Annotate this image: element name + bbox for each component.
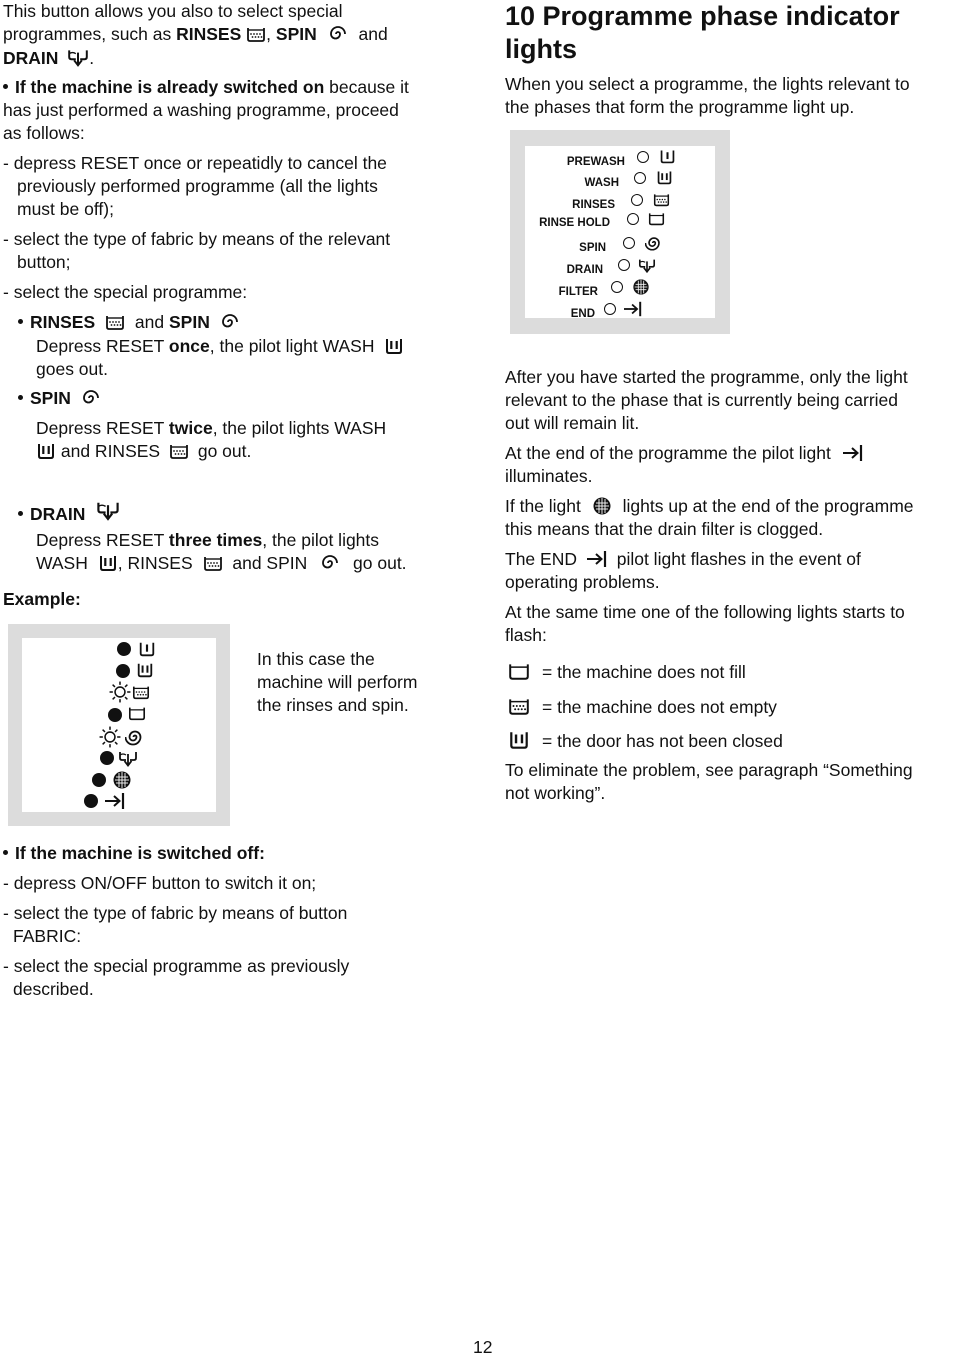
prewash-icon [138,640,156,658]
bullet [3,850,8,855]
off-step2-line-2: FABRIC: [13,926,82,946]
flash-item-door-open: = the door has not been closed [508,729,783,754]
light-off-icon [637,151,649,163]
step2-line-1: - select the type of fabric by means of the relevant [3,229,391,249]
filter-icon [632,278,650,296]
spin-icon [125,727,145,747]
light-flashing-icon [109,681,131,703]
intro-line-3: DRAIN . [3,48,95,68]
light-on-icon [116,664,130,678]
bullet [3,84,8,89]
spin-icon [645,234,663,252]
light-off-icon [611,281,623,293]
rinses-icon [105,312,125,332]
p6-line-2: not working”. [505,783,606,803]
wash-icon [656,169,673,186]
spin-icon [81,388,101,408]
end-icon [622,300,644,318]
end-icon [586,549,608,569]
wash-icon [508,729,530,751]
light-off-icon [627,213,639,225]
spin-icon [328,24,348,44]
switched-on-line-2: has just performed a washing programme, proceed [3,100,399,120]
bullet [18,395,23,400]
rinses-icon [132,683,150,701]
indicator-label: RINSE HOLD [539,217,610,229]
rinses-spin-title: RINSES and SPIN [18,311,240,335]
indicator-label: FILTER [558,286,598,298]
light-on-icon [100,751,114,765]
p1-line-1: After you have started the programme, only the light [505,367,908,387]
spin-icon [220,312,240,332]
rinses-spin-desc-2: goes out. [36,359,108,379]
light-on-icon [84,794,98,808]
rinses-icon [653,191,670,208]
p3-line-2: this means that the drain filter is clogged. [505,519,824,539]
end-icon [842,443,864,463]
wash-icon [136,661,154,679]
rinse-hold-icon [648,210,665,227]
prewash-icon [659,148,676,165]
intro-line-2: the phases that form the programme light up. [505,97,855,117]
example-label: Example: [3,589,81,609]
rinse-hold-icon [508,660,530,682]
p1-line-2: relevant to the phase that is currently being carried [505,390,898,410]
example-caption-2: machine will perform [257,672,418,692]
p5-line-1: At the same time one of the following lights starts to [505,602,905,622]
off-step1: - depress ON/OFF button to switch it on; [3,873,317,893]
light-off-icon [623,237,635,249]
indicator-label: PREWASH [566,156,625,168]
wash-icon [98,553,118,573]
rinses-icon [203,553,223,573]
rinses-icon [246,24,266,44]
light-flashing-icon [99,726,121,748]
wash-icon [36,441,56,461]
p3-line-1: If the light lights up at the end of the programme [505,496,914,516]
p4-line-2: operating problems. [505,572,660,592]
drain-desc-2: WASH , RINSES and SPIN go out. [36,553,407,573]
indicator-label: END [570,308,595,320]
indicator-label: WASH [584,177,619,189]
off-step2-line-1: - select the type of fabric by means of button [3,903,348,923]
p5-line-2: flash: [505,625,547,645]
step3-line-1: - select the special programme: [3,282,248,302]
spin-desc-2: and RINSES go out. [36,440,251,464]
example-caption-1: In this case the [257,649,375,669]
light-on-icon [117,642,131,656]
page-number: 12 [473,1337,493,1357]
switched-on-line-1: If the machine is already switched on because it [3,76,409,100]
off-step3-line-2: described. [13,979,94,999]
light-off-icon [604,303,616,315]
light-off-icon [634,172,646,184]
intro-line-1: This button allows you also to select special [3,1,343,21]
drain-icon [118,748,138,768]
spin-desc-1: Depress RESET twice, the pilot lights WASH [36,418,387,438]
step1-line-1: - depress RESET once or repeatidly to cancel the [3,153,387,173]
spin-icon [320,553,340,573]
drain-icon [638,256,656,274]
step2-line-2: button; [17,252,71,272]
p1-line-3: out will remain lit. [505,413,640,433]
step1-line-2: previously performed programme (all the lights [17,176,378,196]
intro-line-1: When you select a programme, the lights relevant to [505,74,910,94]
indicator-label: SPIN [579,242,606,254]
drain-desc-1: Depress RESET three times, the pilot lights [36,530,380,550]
p2-line-1: At the end of the programme the pilot light [505,442,864,466]
switched-off-heading: If the machine is switched off: [3,842,265,866]
bullet [18,511,23,516]
rinses-icon [169,441,189,461]
light-off-icon [618,259,630,271]
light-on-icon [108,708,122,722]
end-icon [104,791,126,811]
switched-on-line-3: as follows: [3,123,85,143]
flash-item-not-fill: = the machine does not fill [508,660,746,685]
rinses-spin-desc-1: Depress RESET once, the pilot light WASH [36,335,404,359]
light-off-icon [631,194,643,206]
off-step3-line-1: - select the special programme as previously [3,956,350,976]
p4-line-1: The END pilot light flashes in the event of [505,549,861,569]
drain-icon [96,498,120,522]
filter-icon [112,770,132,790]
drain-icon [67,46,89,68]
indicator-label: RINSES [572,199,615,211]
indicator-label: DRAIN [566,264,603,276]
step1-line-3: must be off); [17,199,114,219]
intro-line-2: programmes, such as RINSES , SPIN and [3,24,388,44]
p2-line-2: illuminates. [505,466,593,486]
light-on-icon [92,773,106,787]
wash-icon [384,336,404,356]
drain-title: DRAIN [18,498,120,527]
flash-item-not-empty: = the machine does not empty [508,695,777,720]
example-caption-3: the rinses and spin. [257,695,409,715]
p6-line-1: To eliminate the problem, see paragraph “Something [505,760,913,780]
rinses-icon [508,695,530,717]
bullet [18,319,23,324]
filter-icon [592,496,612,516]
rinse-hold-icon [128,704,146,722]
section-heading: 10 Programme phase indicator lights [505,1,900,64]
spin-title: SPIN [18,387,101,411]
